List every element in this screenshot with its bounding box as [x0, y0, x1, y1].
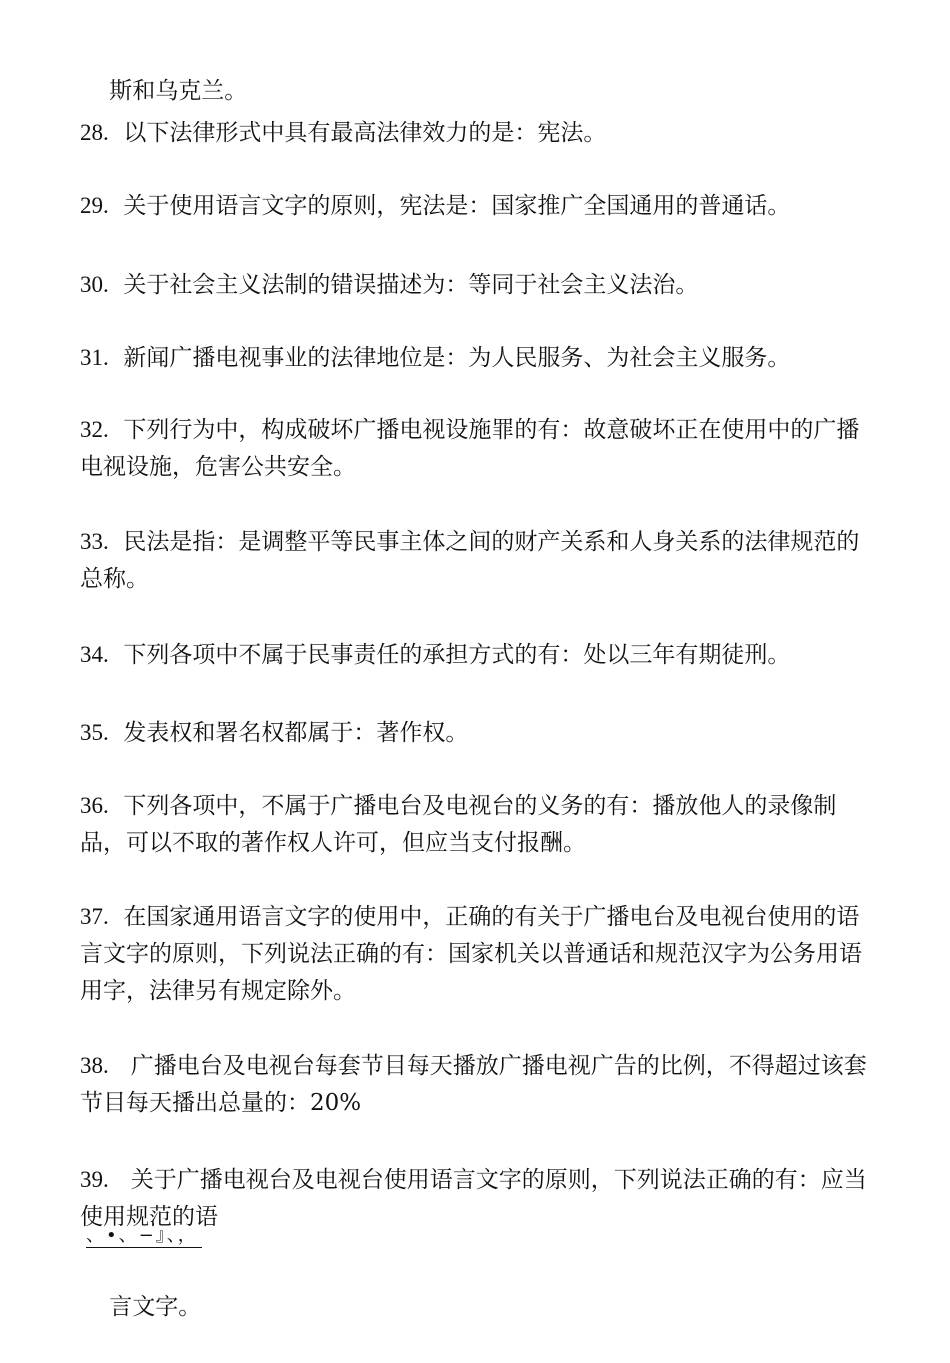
question-text: 发表权和署名权都属于：著作权。	[123, 720, 469, 746]
paragraph-text: 斯和乌克兰。	[109, 78, 248, 104]
question-text: 民法是指：是调整平等民事主体之间的财产关系和人身关系的法律规范的总称。	[80, 529, 860, 592]
question-text: 关于使用语言文字的原则，宪法是：国家推广全国通用的普通话。	[123, 193, 791, 219]
paragraph-text: 言文字。	[109, 1294, 202, 1320]
question-36	[80, 787, 880, 862]
question-text: 关于广播电视台及电视台使用语言文字的原则，下列说法正确的有：应当使用规范的语	[80, 1167, 867, 1230]
question-31	[80, 339, 790, 377]
question-number: 29.	[80, 193, 109, 218]
question-text: 以下法律形式中具有最高法律效力的是：宪法。	[123, 120, 607, 146]
question-35	[80, 714, 468, 752]
question-text: 广播电台及电视台每套节目每天播放广播电视广告的比例，不得超过该套节目每天播出总量的：20%	[80, 1053, 867, 1116]
question-32	[80, 411, 880, 486]
question-30	[80, 266, 698, 304]
question-text: 下列行为中，构成破坏广播电视设施罪的有：故意破坏正在使用中的广播电视设施，危害公共安全。	[80, 417, 860, 480]
question-number: 37.	[80, 904, 109, 929]
question-number: 31.	[80, 345, 109, 370]
question-number: 30.	[80, 272, 109, 297]
paragraph-tail	[80, 1252, 201, 1363]
question-28	[80, 114, 606, 152]
question-text: 新闻广播电视事业的法律地位是：为人民服务、为社会主义服务。	[123, 345, 791, 371]
scan-artifact-marks: 、•、−』、，	[86, 1225, 202, 1248]
question-number: 38.	[80, 1053, 109, 1078]
question-number: 34.	[80, 642, 109, 667]
question-38	[80, 1047, 880, 1122]
question-34	[80, 636, 790, 674]
question-number: 39.	[80, 1167, 109, 1192]
question-number: 36.	[80, 793, 109, 818]
question-number: 35.	[80, 720, 109, 745]
question-number: 32.	[80, 417, 109, 442]
question-29	[80, 187, 790, 225]
question-text: 下列各项中，不属于广播电台及电视台的义务的有：播放他人的录像制品，可以不取的著作权人许可，但应当支付报酬。	[80, 793, 837, 856]
question-text: 下列各项中不属于民事责任的承担方式的有：处以三年有期徒刑。	[123, 642, 791, 668]
question-number: 28.	[80, 120, 109, 145]
question-text: 在国家通用语言文字的使用中，正确的有关于广播电台及电视台使用的语言文字的原则，下列说法正确的有：国家机关以普通话和规范汉字为公务用语用字，法律另有规定除外。	[80, 904, 862, 1004]
question-number: 33.	[80, 529, 109, 554]
question-text: 关于社会主义法制的错误描述为：等同于社会主义法治。	[123, 272, 699, 298]
question-33	[80, 523, 880, 598]
question-37	[80, 898, 880, 1010]
